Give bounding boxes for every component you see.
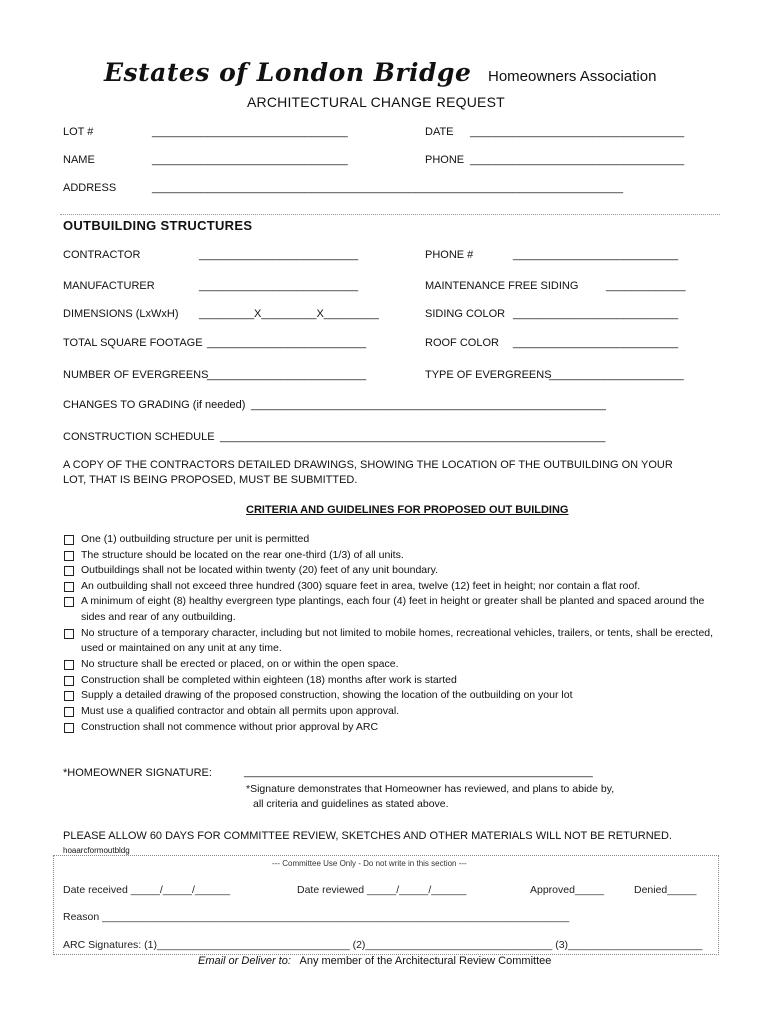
siding-color-label: SIDING COLOR [425, 308, 506, 320]
criteria-text: The structure should be located on the rear one-third (1/3) of all units. [81, 548, 404, 561]
approved-field[interactable]: Approved_____ [530, 884, 605, 896]
evergreens-type-field[interactable]: ______________________ [549, 369, 684, 381]
schedule-label: CONSTRUCTION SCHEDULE [63, 431, 215, 443]
siding-color-field[interactable]: ___________________________ [513, 308, 679, 320]
roof-color-field[interactable]: ___________________________ [513, 337, 679, 349]
checkbox[interactable] [64, 551, 74, 561]
deliver-label: Email or Deliver to: [198, 955, 291, 967]
signature-label: *HOMEOWNER SIGNATURE: [63, 767, 212, 779]
page-title: ARCHITECTURAL CHANGE REQUEST [247, 94, 505, 110]
signature-note-2: all criteria and guidelines as stated above. [253, 798, 449, 810]
address-label: ADDRESS [63, 182, 117, 194]
contractor-label: CONTRACTOR [63, 249, 141, 261]
allow-notice: PLEASE ALLOW 60 DAYS FOR COMMITTEE REVIEW, SKETCHES AND OTHER MATERIALS WILL NOT BE RETURNED. [63, 830, 672, 842]
siding-field[interactable]: _____________ [606, 280, 686, 292]
criteria-text: A minimum of eight (8) healthy evergreen type plantings, each four (4) feet in height or greater shall be planted and spaced around the sides and rear of any outbuilding. [81, 595, 705, 623]
footer [198, 955, 551, 967]
checkbox[interactable] [64, 691, 74, 701]
contractor-phone-label: PHONE # [425, 249, 474, 261]
phone-field[interactable]: ___________________________________ [470, 154, 685, 166]
grading-label: CHANGES TO GRADING (if needed) [63, 399, 246, 411]
section-title: OUTBUILDING STRUCTURES [63, 218, 253, 233]
evergreens-type-label: TYPE OF EVERGREENS [425, 369, 552, 381]
dimensions-field[interactable]: _________X_________X_________ [199, 308, 379, 320]
criteria-text: One (1) outbuilding structure per unit is permitted [81, 533, 310, 545]
criteria-text: Outbuildings shall not be located within twenty (20) feet of any unit boundary. [81, 564, 439, 576]
signature-note-1: *Signature demonstrates that Homeowner has reviewed, and plans to abide by, [246, 783, 615, 795]
association-logo: Estates of London Bridge [104, 58, 472, 87]
form-code: hoaarcformoutbldg [63, 846, 130, 855]
checkbox[interactable] [64, 629, 74, 639]
contractor-phone-field[interactable]: ___________________________ [513, 249, 679, 261]
association-name: Homeowners Association [488, 68, 657, 85]
siding-label: MAINTENANCE FREE SIDING [425, 280, 579, 292]
evergreens-number-label: NUMBER OF EVERGREENS [63, 369, 209, 381]
checkbox[interactable] [64, 535, 74, 545]
name-field[interactable]: ________________________________ [152, 154, 348, 166]
roof-color-label: ROOF COLOR [425, 337, 499, 349]
date-label: DATE [425, 126, 454, 138]
denied-field[interactable]: Denied_____ [634, 884, 697, 896]
deliver-text: Any member of the Architectural Review Committee [299, 955, 552, 967]
checkbox[interactable] [64, 723, 74, 733]
criteria-text: Construction shall not commence without prior approval by ARC [81, 720, 379, 733]
criteria-text: No structure shall be erected or placed, on or within the open space. [81, 658, 399, 670]
arc-signatures-field[interactable]: ARC Signatures: (1)_________________________________ (2)________________________________ (3)_______________________ [63, 939, 703, 951]
committee-header: --- Committee Use Only - Do not write in this section --- [272, 859, 467, 868]
phone-label: PHONE [425, 154, 465, 166]
checkbox[interactable] [64, 597, 74, 607]
grading-field[interactable]: __________________________________________________________ [251, 399, 606, 411]
date-field[interactable]: ___________________________________ [470, 126, 685, 138]
criteria-text: Construction shall be completed within eighteen (18) months after work is started [81, 673, 457, 686]
criteria-text: An outbuilding shall not exceed three hundred (300) square feet in area, twelve (12) feet in height; nor contain a flat roof. [81, 579, 641, 592]
section-divider [60, 214, 720, 215]
manufacturer-field[interactable]: __________________________ [199, 280, 359, 292]
reason-field[interactable]: Reason ________________________________________________________________________________ [63, 911, 570, 923]
address-field[interactable]: _____________________________________________________________________________ [152, 182, 624, 194]
criteria-text: No structure of a temporary character, including but not limited to mobile homes, recreational vehicles, trailers, or tents, shall be erected, used or maintained on any unit at any time. [81, 626, 714, 655]
manufacturer-label: MANUFACTURER [63, 280, 155, 292]
checkbox[interactable] [64, 707, 74, 717]
copy-notice-line-2: LOT, THAT IS BEING PROPOSED, MUST BE SUBMITTED. [63, 474, 358, 486]
lot-field[interactable]: ________________________________ [152, 126, 348, 138]
checkbox[interactable] [64, 676, 74, 686]
criteria-text: Supply a detailed drawing of the proposed construction, showing the location of the outbuilding on your lot [81, 689, 573, 701]
dimensions-label: DIMENSIONS (LxWxH) [63, 308, 179, 320]
criteria-title: CRITERIA AND GUIDELINES FOR PROPOSED OUT BUILDING [246, 504, 569, 516]
evergreens-number-field[interactable]: __________________________ [207, 369, 367, 381]
contractor-field[interactable]: __________________________ [199, 249, 359, 261]
schedule-field[interactable]: _______________________________________________________________ [220, 431, 606, 443]
signature-field[interactable]: _________________________________________________________ [244, 766, 593, 778]
checkbox[interactable] [64, 582, 74, 592]
criteria-text: Must use a qualified contractor and obtain all permits upon approval. [81, 704, 400, 717]
date-received-field[interactable]: Date received _____/_____/______ [63, 884, 230, 896]
lot-label: LOT # [63, 126, 94, 138]
copy-notice-line-1: A COPY OF THE CONTRACTORS DETAILED DRAWINGS, SHOWING THE LOCATION OF THE OUTBUILDING ON YOUR [63, 459, 673, 471]
checkbox[interactable] [64, 660, 74, 670]
date-reviewed-field[interactable]: Date reviewed _____/_____/______ [297, 884, 467, 896]
name-label: NAME [63, 154, 95, 166]
square-footage-field[interactable]: __________________________ [207, 337, 367, 349]
checkbox[interactable] [64, 566, 74, 576]
square-footage-label: TOTAL SQUARE FOOTAGE [63, 337, 203, 349]
